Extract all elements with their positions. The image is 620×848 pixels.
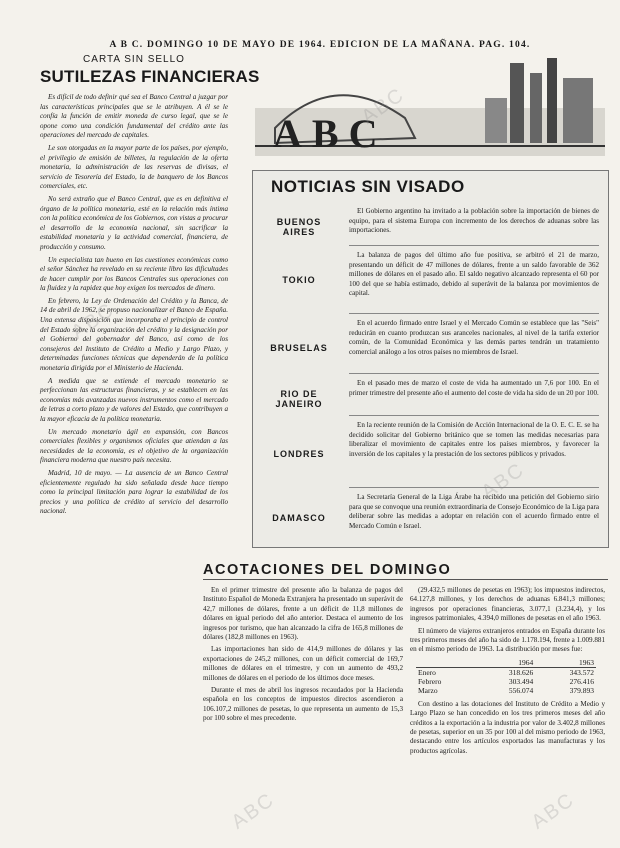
acotaciones-title: ACOTACIONES DEL DOMINGO	[203, 562, 608, 580]
section-title: NOTICIAS SIN VISADO	[271, 177, 465, 196]
table-cell: 556.074	[508, 685, 534, 695]
table-row	[416, 667, 596, 677]
news-text: En el acuerdo firmado entre Israel y el Mercado Común se establece que las "Seis" reducirán en cuanto produzcan sus aranceles nacionales, al nivel de la tarifa exterior común, de la Comunidad Económica y las demás partes tendrán un tratamiento comercial análogo a los otros países no miembros de Israel.	[349, 319, 599, 356]
paragraph: Madrid, 10 de mayo. — La ausencia de un Banco Central eficientemente regulado ha sido señalada desde hace tiempo como la principal limitación para lograr la estabilidad de los precios y una política de crédito al servicio del desarrollo nacional.	[40, 468, 228, 516]
watermark: ABC	[357, 83, 409, 129]
paragraph: Con destino a las dotaciones del Instituto de Crédito a Medio y Largo Plazo se han concedido en los tres primeros meses del año créditos a la exportación a la industria por valor de 3.402,8 millones de pesetas, superior en un 35 por 100 al del mismo periodo de 1963, destacando entre los artículos exportados las manufacturas y los productos agrícolas.	[410, 699, 605, 755]
divider	[349, 487, 599, 488]
news-text: La balanza de pagos del último año fue positiva, se arbitró el 21 de marzo, presentando un déficit de 47 millones de dólares, frente a un saldo favorable de 362 millones de dólares en el pasado año. El saldo negativo alcanzado representa el 60 por 100 del que se había estimado, debido al superávit de la balanza por movimientos de capital.	[349, 251, 599, 297]
table-cell: Marzo	[418, 685, 438, 695]
table-row	[416, 686, 596, 695]
watermark: ABC	[527, 788, 579, 834]
paragraph: En el primer trimestre del presente año la balanza de pagos del Instituto Español de Moneda Extranjera ha presentado un superávit de 42,7 millones de dólares, frente a un déficit de 11,8 millones de dólares en igual periodo del año anterior. Destaca el aumento de los ingresos por turismo, que han alcanzado la cifra de 165,8 millones de dólares (182,8 millones en 1963).	[203, 586, 403, 642]
paragraph: (29.432,5 millones de pesetas en 1963); los impuestos indirectos, 64.127,8 millones, y los derechos de aduanas 6.841,3 millones; ingresos por operaciones financieras, 3.077,1 (3.234,4), y los ingresos patrimoniales, 4.394,0 millones de pesetas en el año 1963.	[410, 586, 605, 623]
news-text: La Secretaría General de la Liga Árabe ha recibido una petición del Gobierno sirio para que se convoque una reunión extraordinaria de Consejo Económico de la Liga para deliberar sobre las medidas a adoptar en relación con el acuerdo firmado entre el Mercado Común e Israel.	[349, 493, 599, 530]
paragraph: Le son otorgadas en la mayor parte de los países, por ejemplo, el privilegio de emisión de billetes, la regulación de la oferta monetaria, la administración de las reservas de divisas, el servicio de Tesorería del Estado, la de banquero de los Bancos comerciales, etc.	[40, 143, 228, 191]
noticias-sin-visado-box	[252, 170, 609, 548]
paragraph: Es difícil de todo definir qué sea el Banco Central a juzgar por las características principales que se le atribuyen. A él se le confía la función de emitir moneda de curso legal, que se le opone como una condición fundamental del crédito ante las operaciones del mercado de capitales.	[40, 93, 228, 140]
news-city: TOKIO	[282, 275, 316, 285]
paragraph: No será extraño que el Banco Central, que es en definitiva el órgano de la política monetaria, esté en la relación más íntima con la política económica de los Gobiernos, con vistas a procurar el desarrollo de la economía nacional, sin sacrificar la estabilidad monetaria y la actividad comercial, financiera, de producción y consumo.	[40, 194, 228, 251]
table-row	[416, 677, 596, 686]
watermark: ABC	[227, 788, 279, 834]
divider	[349, 245, 599, 246]
acotaciones-right-column	[410, 586, 605, 759]
paragraph: El número de viajeros extranjeros entrados en España durante los tres primeros meses del año ha sido de 1.178.194, frente a 1.009.881 en el mismo periodo de 1963. La distribución por meses fue:	[410, 626, 605, 654]
table-header-row	[416, 658, 596, 668]
divider	[349, 313, 599, 314]
table-header	[416, 658, 475, 668]
table-cell: 318.626	[508, 667, 534, 677]
news-city: DAMASCO	[272, 513, 326, 523]
paragraph: En febrero, la Ley de Ordenación del Crédito y la Banca, de 14 de abril de 1962, se propuso nacionalizar el Banco de España. Una extensa disposición que incorporaba el principio de control del Estado sobre la organización del crédito y la designación por el Gobierno del gobernador del Banco, así como de los consejeros del Instituto de Crédito a Medio y Largo Plazo, y determinadas funciones técnicas que dependerán de la política monetaria dirigida por el Ministerio de Hacienda.	[40, 296, 228, 373]
divider	[349, 373, 599, 374]
paragraph: Durante el mes de abril los ingresos recaudados por la Hacienda española en los conceptos de impuestos directos ascendieron a 106.107,2 millones de pesetas, lo que representa un aumento de 15,3 por 100 sobre el mes precedente.	[203, 686, 403, 723]
table-cell: 379.893	[569, 685, 594, 695]
news-city: RIO DE JANEIRO	[275, 389, 323, 409]
table-cell: 343.572	[569, 667, 594, 677]
table-cell: 303.494	[508, 676, 534, 686]
logo-text: ABC	[273, 111, 388, 156]
paragraph: Las importaciones han sido de 414,9 millones de dólares y las exportaciones de 245,2 millones, con un déficit comercial de 169,7 millones de dólares en el trimestre, y con un aumento de 493,2 millones de dólares en el periodo de los últimos doce meses.	[203, 645, 403, 682]
news-text: En el pasado mes de marzo el coste de vida ha aumentado un 7,6 por 100. En el primer trimestre del presente año el aumento del coste de vida ha sido de un 20 por 100.	[349, 379, 599, 397]
paragraph: Un especialista tan bueno en las cuestiones económicas como el señor Sánchez ha revelado en su reciente libro las dificultades de hacer cumplir por los Bancos Centrales sus operaciones con la fluidez y la rapidez que hoy exigen los mercados de dinero.	[40, 255, 228, 293]
news-text: El Gobierno argentino ha invitado a la población sobre la importación de bienes de equipo, para el sistema Europa con incremento de los derechos de aduanas sobre las importaciones.	[349, 207, 599, 234]
table-header: 1963	[535, 658, 596, 668]
visitors-table	[416, 658, 596, 695]
divider	[349, 415, 599, 416]
acotaciones-left-column	[203, 586, 403, 727]
table-header: 1964	[475, 658, 536, 668]
table-cell: Febrero	[418, 676, 442, 686]
carta-sin-sello-column	[40, 54, 260, 520]
paragraph: Un mercado monetario ágil en expansión, con Bancos comerciales flexibles y organismos oficiales que atiendan a las necesidades de la economía, es el objetivo de la organización financiera moderna que nuestro país necesita.	[40, 427, 228, 465]
news-city: BRUSELAS	[270, 343, 328, 353]
news-city: LONDRES	[273, 449, 325, 459]
news-text: En la reciente reunión de la Comisión de Acción Internacional de la O. E. C. E. se ha decidido solicitar del Gobierno británico que se tomen las medidas necesarias para liberalizar el movimiento de capitales entre los países miembros, y favorecer la inversión de los capitales y la prestación de los sectores públicos y privados.	[349, 421, 599, 458]
news-city: BUENOS AIRES	[276, 217, 322, 237]
table-cell: Enero	[418, 667, 436, 677]
article-title: SUTILEZAS FINANCIERAS	[40, 67, 260, 86]
abc-industrial-logo	[255, 58, 605, 158]
watermark: ABC	[67, 298, 119, 344]
table-cell: 276.416	[569, 676, 594, 686]
paragraph: A medida que se extiende el mercado monetario se perfeccionan las estructuras financieras, y se establecen en las economías más avanzadas nuevos instrumentos como el mercado de letras a corto plazo y de valores del Estado, que contribuyen a la mayor eficacia de la política monetaria.	[40, 376, 228, 423]
page-header: A B C. DOMINGO 10 DE MAYO DE 1964. EDICION DE LA MAÑANA. PAG. 104.	[109, 40, 531, 50]
section-label: CARTA SIN SELLO	[83, 54, 185, 65]
watermark: ABC	[477, 458, 529, 504]
